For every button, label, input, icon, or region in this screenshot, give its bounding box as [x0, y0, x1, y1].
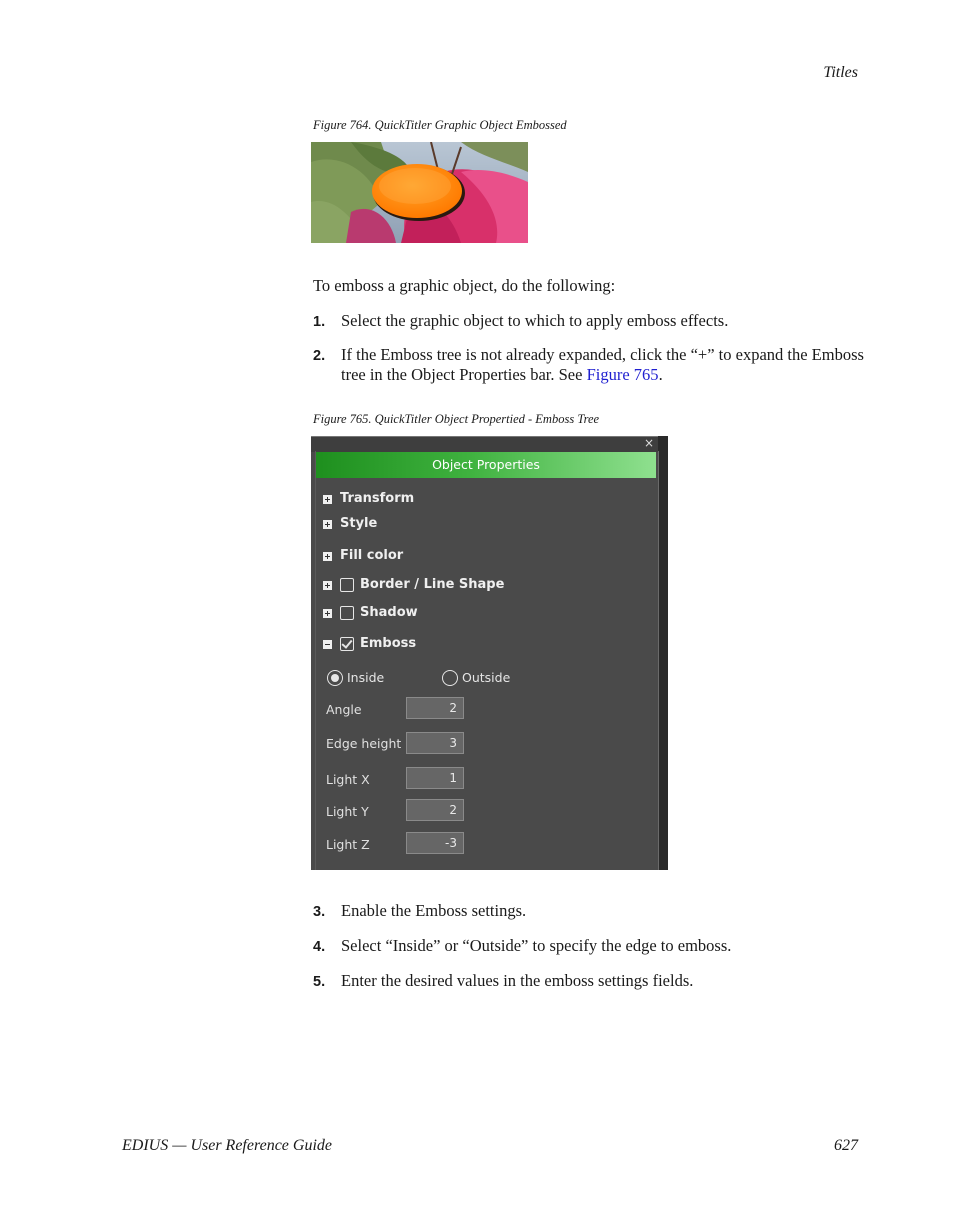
light-y-label: Light Y	[326, 804, 369, 819]
step-text: Select “Inside” or “Outside” to specify the edge to emboss.	[341, 936, 732, 955]
step-text: Enable the Emboss settings.	[341, 901, 527, 920]
tree-item-label: Shadow	[360, 605, 418, 620]
tree-item-label: Emboss	[360, 636, 417, 651]
inside-radio-label: Inside	[347, 670, 385, 685]
step-number: 5.	[313, 974, 326, 990]
emboss-photo-illustration	[311, 142, 528, 243]
light-x-field[interactable]: 1	[406, 767, 464, 789]
step-number: 1.	[313, 314, 326, 330]
panel-scroll-edge	[658, 436, 668, 870]
edge-height-field[interactable]: 3	[406, 732, 464, 754]
tree-item-label: Fill color	[340, 548, 404, 563]
inside-radio[interactable]	[327, 670, 343, 686]
intro-paragraph: To emboss a graphic object, do the following:	[313, 276, 616, 295]
step-text: Select the graphic object to which to apply emboss effects.	[341, 311, 729, 330]
expand-plus-icon[interactable]	[323, 609, 332, 618]
close-icon[interactable]: ×	[643, 436, 654, 450]
border-checkbox[interactable]	[340, 578, 354, 592]
panel-top-bar	[311, 436, 668, 452]
emboss-checkbox[interactable]	[340, 637, 354, 651]
light-z-label: Light Z	[326, 837, 370, 852]
page-number: 627	[834, 1137, 858, 1154]
tree-item-label: Border / Line Shape	[360, 577, 505, 592]
step-text-end: .	[658, 365, 663, 384]
expand-plus-icon[interactable]	[323, 520, 332, 529]
light-z-field[interactable]: -3	[406, 832, 464, 854]
running-header: Titles	[823, 64, 858, 81]
step-text-main: If the Emboss tree is not already expanded, click the “+” to expand the Emboss tree in the Object Properties bar. See	[341, 345, 864, 384]
angle-field[interactable]: 2	[406, 697, 464, 719]
step-text: Enter the desired values in the emboss settings fields.	[341, 971, 694, 990]
step-text	[341, 345, 881, 385]
shadow-checkbox[interactable]	[340, 606, 354, 620]
tree-item-label: Transform	[340, 491, 415, 506]
step-number: 4.	[313, 939, 326, 955]
panel-title-bar: Object Properties	[316, 452, 656, 478]
step-number: 2.	[313, 348, 326, 364]
expand-plus-icon[interactable]	[323, 495, 332, 504]
angle-label: Angle	[326, 702, 362, 717]
expand-plus-icon[interactable]	[323, 552, 332, 561]
figure-764-caption: Figure 764. QuickTitler Graphic Object Embossed	[313, 118, 567, 132]
expand-plus-icon[interactable]	[323, 581, 332, 590]
tree-item-label: Style	[340, 516, 378, 531]
collapse-minus-icon[interactable]	[323, 640, 332, 649]
footer-guide-title: EDIUS — User Reference Guide	[122, 1137, 333, 1154]
figure-765-caption: Figure 765. QuickTitler Object Propertied - Emboss Tree	[313, 412, 600, 426]
light-y-field[interactable]: 2	[406, 799, 464, 821]
figure-764-image	[311, 142, 528, 243]
step-number: 3.	[313, 904, 326, 920]
edge-height-label: Edge height	[326, 736, 402, 751]
outside-radio-label: Outside	[462, 670, 511, 685]
object-properties-panel	[311, 436, 668, 870]
figure-765-link[interactable]: Figure 765	[586, 365, 659, 384]
outside-radio[interactable]	[442, 670, 458, 686]
light-x-label: Light X	[326, 772, 370, 787]
